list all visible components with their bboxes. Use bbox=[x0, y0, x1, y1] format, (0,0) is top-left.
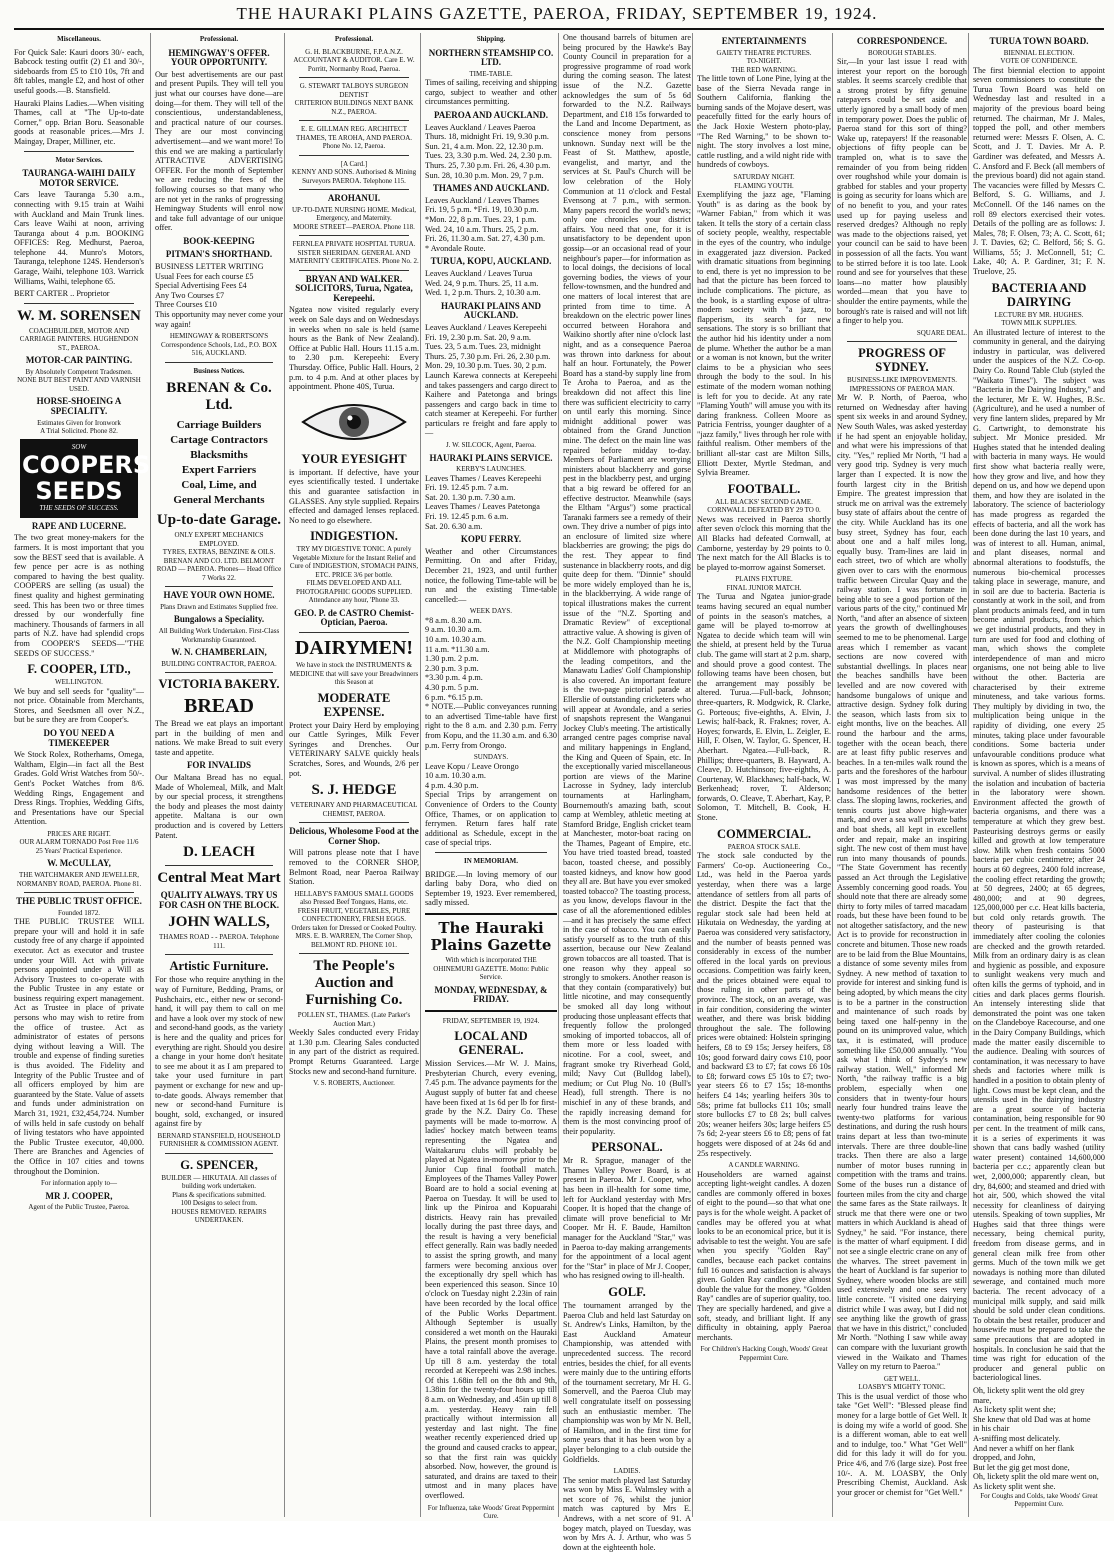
ad-text: COACHBUILDER, MOTOR AND CARRIAGE PAINTERS. HUGHENDON ST., PAEROA. bbox=[19, 326, 139, 352]
ad-text: Our best advertisements are our past and present Pupils. They will tell you just what our courses have done—are doing—for them. They will tell of the conscientious, understandableness, and practical nature of our courses. They are our most convincing advertisement—and we want more! To this end we are making a particularly ATTRACTIVE ADVERTISING OFFER. For the month of September we are reducing the fees of the following courses so that many who are not yet in the ranks of progressing Hemingway Students will enrol now and take full advantage of our unique offer. bbox=[155, 69, 283, 233]
ad-heading: D. LEACH bbox=[183, 844, 255, 861]
article-text: News was received in Paeroa shortly after seven o'clock this morning that the All Blacks had defeated Cornwall, at Camborne, yesterday by 29 points to 0. The next match for the All Blacks is to be played to-morrow against Somerset. bbox=[697, 514, 831, 572]
logo-text: SOW bbox=[71, 442, 87, 451]
ad-heading: THE PUBLIC TRUST OFFICE. bbox=[16, 896, 142, 907]
divider bbox=[165, 672, 273, 673]
ad-heading: MODERATE EXPENSE. bbox=[317, 690, 391, 719]
timetable: *8 a.m. 8.30 a.m. 9 a.m. 10.30 a.m. 10 a.m. 10.30 a.m. 11 a.m. *11.30 a.m. 1.30 p.m. 2 p.m. 2.30 p.m. 3 p.m. *3.30 p.m. 4 p.m. 4.30 p.m. 5 p.m. 6 p.m. *6.15 p.m. bbox=[425, 615, 490, 702]
article-subheading: BOROUGH STABLES. bbox=[868, 48, 936, 57]
timetable-heading: TURUA, KOPU, AUCKLAND. bbox=[430, 256, 552, 267]
article-text: One thousand barrels of bitumen are being procured by the Hawke's Bay County Council in preparation for a progressive programme of road work during the coming season. The latest issue of the N.Z. Gazette acknowledges the sum of 5s 6d forwarded to the N.Z. Railways Department, and £18 15s forwarded to the Land and Income Department, as conscience money from persons unknown. Sunday next will be the Feast of St. Matthew, apostle, evangelist, and martyr, and the services at St. Paul's Church will be low celebration of the Holy Communion at 11 o'clock and Festal Evensong at 7 p.m., with sermon. Many papers record the world's news; only one chronicles your district affairs. You need that one, for it is unsatisfactory to be dependent upon gossip—or an occasional read of your neighbour's paper—for information as to local doings, the decisions of local governing bodies, the views of your fellow-townsmen, and the hundred and one matters of local interest that are printed from time to time. A breakdown on the electric power lines occurred between Horahora and Waikino shortly after nine o'clock last night, and as a consequence Paeroa was thrown into darkness for about half an hour. Fortunately, the Power Board has a stand-by supply line from Te Aroha to Paeroa, and as the breakdown did not affect this line there was sufficient electricity to carry on until early this morning. Since midnight additional power was obtained from the Grand Junction mine. The defect on the main line was repaired before midday to-day. Members of Parliament are worrying ministers about blackberry and gorse pest in the blackberry pest, and urging that a big reward be offered for an effective destructor. Meanwhile (says the Eltham "Argus") some practical Taranaki farmers see a remedy of their own. They drive a number of pigs into an enclosure of limited size where blackberries are growing; the pigs do the rest. They appear to find sustenance in blackberry roots, and dig quite deep for them. "Dinnie" should be more widely employed than he is, in the blackberrying. A wide range of topical illustrations makes the current issue of the "N.Z. Sporting and Dramatic Review" of exceptional attractive value. A showing is given of the N.Z. Golf Championship meeting at Middlemore with photographs of the leading competitors, and the Manawatu Ladies' Golf Championship is also covered. An important feature is the two-page pictorial parade at Ellerslie of outstanding cricketers who will appear at Avondale, and a series of snapshots represent the Wanganui Jockey Club's meeting. The artistically arranged centre pages comprise naval and military happenings in England, the King and Queen of Spain, etc. In the exceptionally varied miscellaneous portion are views of the Marine Lacrosse in Sydney, lady interclub tournaments at Harlingham, Bournemouth's amazing bath, scout camp at Wembley, athletic meeting at Stamford Bridge, English cricket team at Manchester, motor-boat racing on the Thames, Pageant of Empire, etc. You have tried toasted bread, toasted bacon, toasted cheese, and possibly toasted kidneys, and know how good they all are. But have you ever smoked toasted tobacco? The toasting process, as you know, develops flavour in the case of all the aforementioned edibles—and it has precisely the same effect in the case of tobacco. You can easily satisfy yourself as to the truth of this assertion, because our New Zealand grown tobaccos are all toasted. That is one reason why they appeal so strongly to smokers. Another reason is that they contain (comparatively) but little nicotine, and may consequently be smoked all day long without producing those unpleasant effects that frequently follow the prolonged smoking of imported tobaccos, all of them more or less loaded with nicotine. For a cool, sweet, and fragrant smoke try Riverhead Gold, mild; Navy Cut (Bulldog label), medium; or Cut Plug No. 10 (Bull's Head), full strength. There is no mischief in any of these brands, and the rapidly increasing demand for them is the most convincing proof of their popularity. bbox=[563, 33, 692, 1136]
divider bbox=[24, 151, 134, 152]
article-subheading: TO-NIGHT. bbox=[746, 57, 782, 66]
ad-heading: W. N. CHAMBERLAIN, bbox=[171, 647, 267, 657]
article-heading: FOOTBALL. bbox=[727, 481, 801, 496]
ad-text: All Building Work Undertaken. First-Class Workmanship Guaranteed. bbox=[158, 627, 280, 644]
ad-text: BRENAN AND CO. LTD. BELMONT ROAD — PAEROA. Phones— Head Office 7 Works 22. bbox=[156, 556, 282, 582]
section-head: CORRESPONDENCE. bbox=[856, 36, 948, 46]
ad-heading: W. McCULLAY, bbox=[47, 858, 111, 869]
timetable: Leaves Auckland / Leaves Turua Wed. 24, 9 p.m. Thurs. 25, 11 a.m. Wed. 1, 2 p.m. Thurs. 2, 10.30 a.m. bbox=[425, 268, 541, 298]
divider bbox=[425, 1010, 557, 1012]
ad-text: HEMINGWAY & ROBERTSON'S Correspondence Schools, Ltd., P.O. BOX 516, AUCKLAND. bbox=[160, 332, 278, 358]
masthead: THE HAURAKI PLAINS GAZETTE, PAEROA, FRIDAY, SEPTEMBER 19, 1924. bbox=[236, 4, 878, 23]
article-subheading: THE RED WARNING. bbox=[731, 65, 797, 74]
ad-text: J. W. SILCOCK, Agent, Paeroa. bbox=[445, 441, 537, 450]
ad-text: WEEK DAYS. bbox=[469, 607, 513, 616]
ad-text: By Absolutely Competent Tradesmen. bbox=[25, 367, 133, 376]
ad-heading: GET WELL. bbox=[883, 1374, 921, 1383]
ad-heading: DO YOU NEED A TIMEKEEPER bbox=[43, 728, 115, 748]
divider bbox=[299, 270, 409, 271]
letter-signature: SQUARE DEAL. bbox=[916, 328, 967, 337]
divider bbox=[165, 1153, 273, 1154]
logo-text: COOPERS SEEDS bbox=[22, 451, 151, 506]
ad-heading: MR J. COOPER, bbox=[45, 1190, 113, 1201]
timetable: Leaves Thames / Leaves Kerepeehi Fri. 19. 12.45 p.m. 7 a.m. Sat. 20. 1.30 p.m. 7.30 a.m. Leaves Thames / Leaves Patetonga Fri. 19. 12.45 p.m. 6 a.m. Sat. 20. 6.30 a.m. bbox=[425, 473, 542, 531]
ad-text: THE WATCHMAKER AND JEWELLER, NORMANBY ROAD, PAEROA. Phone 81. bbox=[16, 871, 142, 888]
ad-text: G. H. BLACKBURNE, F.P.A.N.Z. ACCOUNTANT & AUDITOR. Care E. W. Porritt, Normanby Road, Paeroa. bbox=[293, 47, 415, 73]
article-text: Mission Services.—Mr W. J. Mains, Presbyterian Church, every evening, 7.45 p.m. The advance payments for the August supply of butter fat and cheese have been fixed at 1s 6d per lb for first-grade by the N.Z. Dairy Co. These payments will be made to-morrow. A ladies' hockey match between teams representing the Ngatea and Waitakaruru clubs will probably be played at Ngatea in-morrow prior to the Junior Cup final football match. Employees of the Thames Valley Power Board are to hold a social evening at Paeroa on Tuesday. It will be used to link up the Piniroa and Kopuarahi districts. Heavy rain has prevailed locally during the past three days, and the result is having a very beneficial effect generally. Rain was badly needed to assist the spring growth, and many farmers were becoming anxious over the exceptionally dry spell which has been experienced this season. Since 10 o'clock on Tuesday night 2.23in of rain have been recorded by the local office of the Public Works Department. Although September is usually considered a wet month on the Hauraki Plains, the present month promises to have a total rainfall above the average. Up till 8 a.m. yesterday the total recorded at Kerepeehi was 2.98 inches. Of this 1.68in fell on the 8th and 9th, 1.38in for the twenty-four hours up till 8 a.m. on Wednesday, and .45in up till 8 a.m. yesterday. Heavy rain fell practically without intermission all yesterday and last night. The fine weather recently experienced dried up the ground and caused cracks to appear, so that the first rain was quickly absorbed. Now, however, the ground is saturated, and drains are taxed to their utmost and in many places have overflowed. bbox=[425, 1059, 557, 1500]
ad-text: 100 Designs to select from. bbox=[180, 1199, 258, 1208]
ad-heading: F. COOPER, LTD., bbox=[27, 662, 131, 677]
section-head: IN MEMORIAM. bbox=[463, 857, 519, 866]
section-head: Shipping. bbox=[476, 35, 506, 43]
ad-heading: BRENAN & Co. Ltd. bbox=[166, 380, 272, 414]
article-subheading: LECTURE BY MR. HUGHES. bbox=[994, 310, 1084, 319]
article-text: The senior match played last Saturday was won by Miss E. Walmsley with a net score of 76, whilst the junior match was captured by Mrs E. Andrews, with a net score of 91. A bogey match, played on Tuesday, was won by Mrs A. J. Arthur, who was 5 down at the eighteenth hole. bbox=[563, 1475, 691, 1552]
ad-heading: RAPE AND LUCERNE. bbox=[31, 520, 127, 531]
ad-text: BERNARD STANSFIELD, HOUSEHOLD FURNISHER & COMMISSION AGENT. bbox=[157, 1131, 281, 1149]
ad-text: HELLABY'S FAMOUS SMALL GOODS also Pressed Beef Tongues, Hams, etc. bbox=[294, 889, 414, 907]
article-text: Householders are warned against accepting light-weight candles. A dozen candles are commonly offered in boxes of eight to the pound—so that what one pays is for the whole weight. A packet of candles may be offered you at what looks to be an economical price, but it is advisable to test the weight. You are safe when you specify "Golden Ray" candles, because each packet contains full 16 ounces and satisfaction is always given. Golden Ray candles give almost double the value for the money. "Golden Ray" candles are of superior quality, too. They are specially hardened, and give a soft, steady, and brilliant light. If any difficulty in obtaining, apply Paeroa merchants. bbox=[697, 1169, 831, 1342]
ad-heading: S. J. HEDGE bbox=[311, 782, 397, 799]
ad-text: Estimates Given for Ironwork bbox=[37, 418, 121, 427]
divider bbox=[165, 865, 273, 866]
ad-text: BUSINESS LETTER WRITING Usual Fees for each course £5 Special Advertising Fees £4 Any Two Courses £7 Three Courses £10 bbox=[155, 262, 264, 310]
article-text: The first biennial election to appoint seven commissioners to constitute the Turua Town Board was held on Wednesday last and resulted in a majority of the previous board being returned. The chairman, Mr J. Males, topped the poll, and other members returned were: Messrs F. Olsen, A. C. Scott, and J. T. Davies. Mr A. P. Gardiner was defeated, and Messrs A. C. Ansford and F. Beck (all members of the previous board) did not again stand. The vacancies were filled by Messrs C. Belford, S. G. Williams, and J. McConnell. Of the 146 names on the roll 89 electors exercised their votes. Details of the polling are as follows: J. Males, 78; F. Olsen, 73; A. C. Scott, 61; J. T. Davies, 62; C. Belford, 56; S. G. Williams, 55; J. McConnell, 51; C. Lake, 40; A. P. Gardiner, 31; F. N. Truelove, 25. bbox=[973, 65, 1105, 277]
ad-heading: NORTHERN STEAMSHIP CO. LTD. bbox=[428, 47, 554, 68]
ad-text: WELLINGTON. bbox=[55, 678, 103, 687]
timetable: Leaves Auckland / Leaves Kerepeehi Fri. 19, 2.30 p.m. Sat. 20, 9 a.m. Tues. 23, 5 a.m. Tues. 23, midnight Thurs. 25, 7.30 p.m. Fri. 26, 2.30 p.m. Mon. 29, 10.30 p.m. Tues. 30, 2 p.m. bbox=[425, 322, 551, 371]
timetable-heading: THAMES AND AUCKLAND. bbox=[432, 183, 550, 194]
ad-heading: BREAD bbox=[183, 695, 254, 718]
section-head: Miscellaneous. bbox=[57, 35, 101, 43]
ad-heading: LOASBY'S MIGHTY TONIC. bbox=[858, 1383, 946, 1392]
ad-text: For Influenza, take Woods' Great Peppermint Cure. bbox=[427, 1503, 555, 1520]
eye-icon bbox=[299, 396, 409, 448]
divider bbox=[299, 953, 409, 954]
ad-text: For those who require anything in the way of Furniture, Bedding, Prams, or Pushchairs, etc., either new or second-hand, it will pay them to call on me and have a look over my stock of new and second-hand goods, as the variety is here and the quality and prices for everything are right. Should you desire a change in your home don't hesitate to see me about it as I am prepared to take your used furniture in part payment or exchange for new and up-to-date goods. Always remember that new or second-hand Furniture is bought, sold, exchanged, or insured against fire by bbox=[155, 975, 283, 1129]
ad-text: Orders taken for Dressed or Cooked Poultry. bbox=[291, 923, 417, 932]
issue-date: FRIDAY, SEPTEMBER 19, 1924. bbox=[442, 1016, 540, 1025]
article-subheading: PLAINS FIXTURE. bbox=[735, 575, 793, 584]
ad-text: For Coughs and Colds, take Woods' Great Peppermint Cure. bbox=[980, 1491, 1098, 1508]
ad-text: We have in stock the INSTRUMENTS & MEDICINE that will save your Breadwinners this Season at bbox=[289, 661, 419, 687]
gazette-title: The Hauraki Plains Gazette bbox=[430, 919, 552, 954]
ad-text: POLLEN ST., THAMES. (Late Parker's Auction Mart.) bbox=[297, 1011, 411, 1028]
timetable: Leaves Auckland / Leaves Paeroa Thurs. 18, midnight Fri. 19, 9.30 p.m. Sun. 21, 4 a.m. Mon. 22, 12.30 p.m. Tues. 23, 3.30 p.m. Wed. 24, 2.30 p.m. Thurs. 25, 7.30 p.m. Fri. 26, 4.30 p.m. Sun. 28, 10.30 p.m. Mon. 29, 7 p.m. bbox=[425, 122, 552, 180]
ad-text: MOORE STREET—PAEROA. Phone 118. bbox=[293, 222, 415, 231]
article-subheading: IMPRESSIONS OF PAEROA MAN. bbox=[849, 384, 955, 393]
section-head: Business Notices. bbox=[193, 366, 245, 375]
article-subheading: PAEROA STOCK SALE. bbox=[727, 842, 801, 851]
ad-heading: AROHANUI. bbox=[327, 193, 381, 204]
divider bbox=[847, 341, 957, 342]
ad-text: For Children's Hacking Cough, Woods' Great Peppermint Cure. bbox=[700, 1345, 828, 1362]
ad-text: FILMS DEVELOPED AND ALL PHOTOGRAPHIC GOODS SUPPLIED. Attendance any hour, 'Phone 33. bbox=[296, 579, 412, 605]
ad-text: BERT CARTER .. Proprietor bbox=[14, 289, 110, 299]
ad-text: THE PUBLIC TRUSTEE WILL prepare your will and hold it in safe custody free of any charge if appointed executor. Act as executor and trustee under your Will. Act with private persons appointed under a Will as Advisory Trustees to co-operate with the Public Trustee in any estate or business requiring expert management. Act as Trustee in place of private persons who may wish to retire from the office of trustee. Act as administrator of estates of persons dying without leaving a Will. The trouble and expense of finding sureties is thus avoided. The Fidelity and Integrity of the Public Trustee and of all officers employed by him are guaranteed by the State. Value of assets and funds under administration on March 31, 1921, £32,454,724. Number of wills held in safe custody on behalf of living testators who have appointed the Public Trustee executor, 40,000. There are Branches and Agencies of the Office in 107 cities and towns throughout the Dominion. bbox=[14, 917, 144, 1176]
ad-text: A Trial Solicited. Phone 82. bbox=[40, 427, 118, 436]
ad-text: Launch Karewa connects at Kerepeehi and takes passengers and cargo direct to Kaihere and Patetonga and brings passengers and cargo back in time to catch steamer at Kerepeehi. For further particulars re freight and fare apply to— bbox=[425, 370, 557, 438]
ad-text: 25 Years' Practical Experience. bbox=[35, 846, 123, 855]
ad-heading: G. SPENCER, bbox=[180, 1157, 258, 1172]
ad-text: PRICES ARE RIGHT. bbox=[47, 829, 111, 838]
ad-heading: QUALITY ALWAYS. TRY US FOR CASH ON THE BLOCK. bbox=[158, 890, 280, 910]
article-heading: COMMERCIAL. bbox=[716, 826, 812, 841]
article-subheading: BIENNIAL ELECTION. bbox=[1003, 48, 1075, 57]
ad-heading: The People's Auction and Furnishing Co. bbox=[305, 958, 403, 1009]
ad-text: Plans & specifications submitted. bbox=[172, 1190, 266, 1199]
ad-text: VETERINARY AND PHARMACEUTICAL CHEMIST, PAEROA. bbox=[290, 801, 418, 818]
ad-text: Plans Drawn and Estimates Supplied free. bbox=[160, 602, 278, 611]
divider bbox=[165, 954, 273, 955]
ad-text: HOUSES REMOVED. REPAIRS UNDERTAKEN. bbox=[171, 1207, 267, 1225]
column-8 bbox=[968, 33, 1105, 1517]
ad-heading: PITMAN'S SHORTHAND. bbox=[165, 249, 273, 260]
ad-heading: VICTORIA BAKERY. bbox=[158, 677, 280, 692]
timetable-heading: PAEROA AND AUCKLAND. bbox=[433, 110, 549, 121]
ad-text: CRITERION BUILDINGS NEXT BANK N.Z., PAEROA. bbox=[294, 99, 414, 116]
ad-text: Weekly Sales conducted every Friday at 1.30 p.m. Clearing Sales conducted in any part of the district as required. Prompt Returns Guaranteed. Large Stocks new and second-hand furniture. bbox=[289, 1028, 419, 1076]
column-4 bbox=[420, 33, 561, 1520]
article-subheading: FLAMING YOUTH. bbox=[734, 181, 794, 190]
ad-text: The two great money-makers for the farmers. It is most important that you sow the BEST seed that is available. A few pence per acre is as nothing compared to having the best quality. COOPERS are selling (as usual) the finest quality and highest germinating seed. This has been two or three times dressed by our wonderfully fine machinery. Thousands of farmers in all parts of N.Z. have had splendid crops from COOPER'S SEEDS—"THE SEEDS OF SUCCESS." bbox=[14, 533, 144, 658]
section-head: Professional. bbox=[199, 35, 239, 43]
ad-text: For information apply to— bbox=[40, 1179, 118, 1188]
article-subheading: ALL BLACKS' SECOND GAME. bbox=[715, 497, 813, 506]
ad-list: Carriage Builders Cartage Contractors Blacksmiths Expert Farriers Coal, Lime, and General Merchants bbox=[170, 419, 268, 507]
divider bbox=[299, 235, 409, 236]
article-heading: BACTERIA AND DAIRYING bbox=[991, 280, 1087, 309]
article-text: Mr R. Sprague, manager of the Thames Valley Power Board, is at present in Paeroa. Mr J. Cooper, who has been in ill-health for some time, left for Auckland yesterday with Mrs Cooper. It is hoped that the change of climate will prove beneficial to Mr Cooper. Mr H. F. Baude, Hamilton manager for the Auckland "Star," was in Paeroa to-day making arrangements for the appointment of a local agent for the "Star" in place of Mr J. Cooper, who has resigned owing to ill-health. bbox=[563, 1156, 691, 1281]
poem-text: Oh, lickety split went the old grey mare, As lickety split went she; She knew that old Dad was at home in his chair A-sniffing most delicately. And never a whiff on her flank dropped, and John, But let the gig get most done, Oh, lickety split the old mare went on, As lickety split went she. bbox=[973, 1385, 1099, 1491]
column-1 bbox=[14, 33, 151, 1517]
ad-text: V. S. ROBERTS, Auctioneer. bbox=[313, 1079, 395, 1088]
ad-heading: HAVE YOUR OWN HOME. bbox=[163, 590, 275, 601]
divider bbox=[299, 632, 409, 633]
ad-text: MRS. E. B. WARREN, The Corner Shop, BELMONT RD. PHONE 101. bbox=[295, 932, 413, 949]
ad-heading: HEMINGWAY'S OFFER. YOUR OPPORTUNITY. bbox=[168, 47, 270, 68]
ad-text: TYRES, EXTRAS, BENZINE & OILS. bbox=[162, 548, 276, 557]
timetable: Leaves Auckland / Leaves Thames Fri. 19, 5 p.m. *Fri. 19, 10.30 p.m. *Mon. 22, 8 p.m. Tues. 23, 1 p.m. Wed. 24, 10 a.m. Thurs. 25, 2 p.m. Fri. 26, 11.30 a.m. Sat. 27, 4.30 p.m. * Avondale Route. bbox=[425, 195, 546, 253]
ad-text: TIME-TABLE. bbox=[469, 69, 513, 78]
ad-text: Agent of the Public Trustee, Paeroa. bbox=[28, 1203, 130, 1212]
ad-text: Founded 1872. bbox=[58, 908, 100, 917]
ad-text: This is the usual verdict of those who take "Get Well": "Blessed please find money for a large bottle of Get Well. It is doing my wife a world of good. She is a different woman, able to eat well and to indulge, too." What "Get Well" did for this lady it will do for you. Price 4/6, and 7/6 (large size). Post free 10/-. A. M. LOASBY, the Only Prescribing Chemist, Auckland. Ask your grocer or chemist for "Get Well." bbox=[837, 1391, 967, 1497]
ad-text: OUR ALARM TORNADO Post Free 11/6 bbox=[19, 838, 139, 847]
ad-text: For Quick Sale: Kauri doors 30/- each, Babcock testing outfit (2) £1 and 30/-, sideboards from £5 to £10 10s, 7ft and 8ft tables, mangle £2, and host of other useful goods.—B. Stansfield. bbox=[14, 47, 144, 95]
letter-text: Sir,—In your last issue I read with interest your report on the borough stables. It seems scarcely credible that a strong protest by fifty genuine ratepayers could be set aside and utterly ignored by a small body of men in temporary power. Does the public of Paeroa stand for this sort of thing? Wake up, ratepayers! If the reasonable objections of fifty people can be trampled on, what is to save the remainder of you from being ridden over roughshod while your domain is grabbed for stables and your property is going as security for loans which are of no benefit to you, and your rates used up for paying useless and reserved dredges? Although no reply was made to the objections raised, yet your council can be said to have been in possession of all the facts. You want to be stirred before it is too late. Look round and see for yourselves that these loans—no matter how plausibly worded—mean that you have to shoulder the entire payments, while the borough's rate is raised and will not lift a finger to help you. bbox=[837, 57, 967, 326]
article-text: The Turua and Ngatea junior-grade teams having secured an equal number of points in the season's matches, a game will be played to-morrow at Ngatea to decide which team will win the shield, at present held by the Turua club. The game will start at 2 p.m. sharp, and should prove a good contest. The following teams have been chosen, but the arrangement may possibly be altered. Turua.—Full-back, Johnson; three-quarters, R. Modgwick, R. Clarke, G. Porteous; five-eighths, A. Elvin, J. Lewis; half-back, R. Fraknes; rover, A. Hoyes; forwards, E. Elvin, L. Zeigler, E. Hill, F. Olsen, W. Taylor, G. Spencer, H. Aberhart. Ngatea.—Full-back, R. Phillips; three-quarters, B. Hayward, A. Cleave, D. Hutchinson; five-eighths, A. Courtenay, W. Blackhaws; half-back, W. Berkenhead; rover, T. Alderson; forwards, O. Cleave, T. Aberhart, Kay, P. Solomon, T. Mitchell, B. Cook, H. Stone. bbox=[697, 592, 832, 823]
logo-text: THE SEEDS OF SUCCESS. bbox=[39, 504, 119, 513]
ad-text: THAMES ROAD - - PAEROA. Telephone 111. bbox=[158, 933, 280, 950]
column-6 bbox=[692, 33, 835, 1517]
ad-heading: TAURANGA-WAIHI DAILY MOTOR SERVICE. bbox=[22, 168, 136, 188]
ad-heading: Bungalows a Speciality. bbox=[173, 614, 265, 625]
timetable-heading: KOPU FERRY. bbox=[460, 534, 522, 545]
ad-text: Ngatea now visited regularly every week on Sale days and on Wednesdays in weeks when no sale is held (same hours as the Bank of New Zealand). Office at Public Hall. Hours 11.15 a.m. to 2.30 p.m. Kerepeehi: Every Thursday. Office, Public Hall. Hours, 2 p.m. to 4 p.m. And at other places by appointment. Phone 40S, Turua. bbox=[289, 305, 419, 392]
masthead-rule bbox=[14, 28, 1104, 30]
section-head: Motor Services. bbox=[55, 155, 103, 164]
ad-text: Weather and other Circumstances Permitting. On and after Friday, December 21, 1923, and until further notice, the following Time-table will be run and the existing Time-table cancelled:— bbox=[425, 546, 557, 604]
timetable-heading: HAURAKI PLAINS SERVICE. bbox=[429, 452, 553, 463]
ad-text: E. E. GILLMAN REG. ARCHITECT THAMES, TE AROHA, AND PAEROA. Phone No. 12, Paeroa. bbox=[295, 125, 413, 151]
divider bbox=[299, 77, 409, 78]
gazette-subtitle: With which is incorporated THE OHINEMURI GAZETTE. Motto: Public Service. bbox=[433, 956, 549, 981]
ad-heading: GEO. P. de CASTRO Chemist-Optician, Paeroa. bbox=[294, 607, 414, 628]
article-heading: LOCAL AND GENERAL. bbox=[454, 1029, 528, 1058]
ad-heading: W. M. SORENSEN bbox=[17, 307, 141, 324]
ad-text: FERNLEA PRIVATE HOSPITAL TURUA. SISTER SHERIDAN. GENERAL AND MATERNITY CERTIFICATES. Phone No. 2. bbox=[289, 240, 419, 266]
ad-text: Our Maltana Bread has no equal. Made of Wholemeal, Milk, and Malt by our special process, it strengthens the body and pleases the most dainty appetite. Maltana is our own production and is covered by Letters Patent. bbox=[155, 773, 283, 840]
ad-heading: JOHN WALLS, bbox=[168, 914, 270, 931]
divider bbox=[299, 189, 409, 190]
ad-text: BUILDING CONTRACTOR, PAEROA. bbox=[161, 659, 277, 668]
ad-text: SUNDAYS. bbox=[473, 753, 509, 762]
article-text: An illustrated lecture of interest to the community in general, and the dairying industry in particular, was delivered under the auspices of the N.Z. Co-op. Dairy Co. Round Table Club (styled the "Waikato Times"). The subject was "Bacteria in the Dairying Industry," and the lecturer, Mr E. W. Hughes, B.Sc. (Agriculture), and he used a number of very fine lantern slides, prepared by Mr G. Cartwright, to demonstrate his subject. Mr Monice presided. Mr Hughes stated that he intended dealing with bacteria in many ways. He would first show what bacteria really were, how they grow and live, and how they depend on us, and how we depend upon them, and how they are isolated in the laboratory. The science of bacteriology has made progress as regarded the effects of bacteria, and all the work has been done during the last 10 years, and was of interest to all. Human, animal, and plant diseases, normal and abnormal alterations to foodstuffs, the numerous bio-chemical processes taking place in sewerage, manure, and in soil are due to bacteria. Bacteria is constantly at work in the soil, and from plant products animals feed, and in turn become animal products, from which we get industrial products, and they in turn are used for food and clothing of man, which shows the complete interdependence of man and micro organisms, one not being able to live without the other. Bacteria are characterised by their extreme minuteness, and take various forms. They multiply by dividing in two, the multiplication being unique in the rapidity of dividing, one every 25 minutes, taking place under favourable conditions. Some bacteria under unfavourable conditions produce what is known as spores, which is a means of survival. A number of slides illustrating the isolation and incubation of bacteria in the laboratory were shown. Environment affected the growth of bacteria organisms, and there was a temperature at which they grew best. Pasteurising destroys germs or easily killed and growth at low temperature slow. Milk when fresh contains 5000 bacteria per cubic centimetre; after 24 hours at 60 degrees, 2400 fold increase, the cooling effect retarding the growth; at 50 degrees, 2400; at 65 degrees, 480,000; and at 90 degrees, 125,000,000 per c.c. Heat kills bacteria, but cold only retards growth. The theory of pasteurising is that immediately after cooling the colonies are checked and the growth retarded. Milk from an ordinary dairy is as clean and hygienic as possible, and exposure to sunlight weakens very much and often kills the germs of typhoid, and in cities and dark places germs flourish. An intensely interesting slide that demonstrated the point was one taken on the Clandeboye Racecourse, and one in the Dairy Company Buildings, which made the matter easily discernible to the audience. Dealing with sources of contamination, it was necessary to have sheds and factories where milk is handled in a position to obtain plenty of light. Cows must be kept clean, and the utensils used in the dairying industry are a great source of bacteria contamination, being responsible for 90 per cent. In the treatment of milk cans, it is a series of experiments it was shown that cans badly washed (utility water present) contained 14,600,000 bacteria per c.c.; apparently clean but wet, 2,000,000; apparently clean, but dry, 84,600; and steamed and dried with hot air, 500, which showed the vital necessity for cleanliness of dairying utensils. Speaking of town supplies, Mr Hughes said that three things were necessary, being chemical purity, freedom from disease germs, and in general clean milk free from other germs. Much of the town milk we get nowadays is nothing more than diluted sewerage, and contained much more bacteria. The recent advocacy of a municipal milk supply, and said milk should be sold under clean conditions. To obtain the best retailer, producer and housewife must be prepared to take the same precautions that are adopted in hospitals. In conclusion he said that the time was right for education of the producer and general public on bacteriological lines. bbox=[973, 327, 1105, 1383]
ad-text: NONE BUT BEST PAINT AND VARNISH USED. bbox=[17, 376, 141, 393]
article-subheading: TOWN MILK SUPPLIES. bbox=[1001, 319, 1077, 328]
ad-heading: INDIGESTION. bbox=[310, 529, 398, 544]
section-head: Professional. bbox=[334, 35, 374, 43]
column-2 bbox=[150, 33, 287, 1517]
divider bbox=[299, 120, 409, 121]
article-subheading: LADIES. bbox=[613, 1467, 641, 1476]
ad-text: Will patrons please note that I have removed to the CORNER SHOP, Belmont Road, near Paeroa Railway Station. bbox=[289, 848, 419, 887]
ad-text: KENNY AND SONS. Authorised & Mining Surveyors PAEROA. Telephone 115. bbox=[291, 168, 417, 185]
article-text: Mr W. P. North, of Paeroa, who returned on Wednesday after having spent six weeks in and around Sydney, New South Wales, was asked yesterday if he had spent an enjoyable holiday, and what were his impressions of that city. "Yes," replied Mr North, "I had a very good trip. Sydney is very much larger than I expected. It is now the fourth largest city in the British Empire. The greatest impression that struck me on arrival was the extremely busy state of affairs about the centre of the city. While Auckland has its one busy street, Sydney has four, each about one and a half miles long, equally busy. Tram-lines are laid in each street, two of which are wholly given over to cars with the enormous traffic between Circular Quay and the railway station. I was fortunate in being able to see a good portion of the various parts of the city," continued Mr North, "and after an absence of sixteen years the growth of dwellinghouses seemed to me to be phenomenal. Large areas which I remember as vacant sections are now covered with substantial dwellings. In places near the beaches sandhills have been levelled and are now covered with handsome bungalows of unique and attractive design. Sydney folk during the season, which lasts from six to eight months, live on the beaches. All round the harbour and the arms, together with the ocean beach, there are at least fifty public reserves and beaches. In a ten-miles walk round the parts and the foreshores of the harbour I was most impressed by the many handsome residences of the better class. The sloping lawns, rockeries, and tennis courts just above high-water mark, and over a sea wall private baths and boat sheds, all kept in excellent order and repair, make an inspiring sight. The new cost of them must have run into many thousands of pounds. "The State Government has recently passed an Act through the Legislative Assembly concerning good roads. You should note that there are already some thirty to forty miles of tarred macadam roads, but these have been found to be not altogether satisfactory, and the new Act is to provide for reconstruction in concrete and bitumen. Those new roads are to be laid from the Blue Mountains, a distance of some seventy miles from Sydney. A new method of taxation to provide for interest and sinking fund is being adopted, by which means the city is to be a partner in the construction and maintenance of such roads by being taxed one half-penny in the pound on its unimproved value, which tax, it is estimated, will produce something like £50,000 annually. "You ask what I think of Sydney's new railway station. Well," informed Mr North, "the railway traffic is a big problem, especially when one considers that in twenty-four hours nearly four hundred trains leave the twenty-two platforms for various destinations, and during the rush hours trains depart at less than two-minute intervals. There are three double-line tracks. Then there are also a large number of motor buses running in competition with the trams and trains. Some of the buses run a distance of fourteen miles from the city and charge the same fares as the State railways. It struck me that there were one or two matters in which Auckland is ahead of Sydney," he said. "For instance, there is the matter of wharf equipment. I did not see a single electric crane on any of the wharves. The street pavement in the heart of Auckland is far superior to Sydney, where wooden blocks are still used extensively and one sees very little concrete. "I visited one dairying district while I was away, but I did not see anything like the growth of grass that we have in this district," concluded Mr North. "Nothing I saw while away can compare with the luxuriant growth viewed in the Waikato and Thames Valley on my return to Paeroa." bbox=[837, 393, 967, 1372]
ad-text: This opportunity may never come your way again! bbox=[155, 310, 284, 329]
article-text: The little town of Lone Pine, lying at the base of the Sierra Nevada range in Southern California, flanking the burning sands of the Mojave desert, was peacefully fitted for the early hours of the Jack Hoxie Western photo-play, "The Red Warning," to be shown to-night. The story involves a lost mine, cattle rustling, and a wild night ride with hundreds of cowboys. bbox=[697, 74, 831, 170]
ad-text: Protect your Dairy Herd by employing our Cattle Syringes, Milk Fever Syringes and Drenches. Our VETERINARY SALVE quickly heals Scratches, Sores, and Wounds, 2/6 per pot. bbox=[289, 720, 419, 778]
article-text: The tournament arranged by the Paeroa Club and held last Saturday on St. Andrew's Links, Hamilton, by the East Auckland Amateur Championship, was attended with unprecedented success. The record entries, besides the chief, for all events were mainly due to the untiring efforts of the tournament secretary, Mr H. G. Somervell, and the Paeroa Club may well congratulate itself on possessing such an enthusiastic member. The championship was won by Mr N. Bell, of Hamilton, and in the first time for some years that it has been won by a player belonging to a club outside the Goldfields. bbox=[563, 1301, 691, 1464]
ad-text: We buy and sell seeds for "quality"—not price. Obtainable from Merchants, Stores, and Seedsmen all over N.Z., but be sure they are from Cooper's. bbox=[14, 686, 144, 725]
ad-text: KERBY'S LAUNCHES. bbox=[456, 465, 526, 474]
ad-heading: Artistic Furniture. bbox=[169, 959, 269, 974]
ad-heading: BOOK-KEEPING bbox=[183, 235, 255, 246]
ad-text: BUILDER — HIKUTAIA. All classes of building work undertaken. bbox=[161, 1173, 277, 1191]
article-heading: PERSONAL. bbox=[591, 1140, 663, 1155]
article-text: Exemplifying the jazz age, "Flaming Youth" is as daring as the book by "Warner Fabian," from which it was taken. It tells the story of a certain class of society people, wealthy, respectable in the eyes of the country, who indulge in exaggerated jazz diversion. Packed with dramatic situations from beginning to end, there is yet no impression to be had that the picture has been forced to include complications. The picture, as the book, is a startling expose of ultra-modern society with "a jazz, to flapperism, its search for new sensations. The story is so brilliant that the author hid his identity under a nom de plume. Whether the author be a man or a woman is not known, but the writer claims to be a physician who sees through the body to the soul. In his estimate of the modern woman nothing is left for you to decide. At any rate "Flaming Youth" will amuse you with its daring frankness. Colleen Moore as Patricia Fentriss, younger daughter of a "jazz family," lives through her role with faithful realism. Other members of the brilliant all-star cast are Milton Sills, Elliott Dexter, Myrtle Stedman, and Sylvia Breamer. bbox=[697, 190, 831, 478]
divider bbox=[299, 155, 409, 156]
article-heading: PROGRESS OF SYDNEY. bbox=[858, 346, 946, 375]
article-subheading: BUSINESS-LIKE IMPROVEMENTS. bbox=[846, 376, 958, 385]
section-head: ENTERTAINMENTS bbox=[721, 36, 807, 46]
divider bbox=[435, 852, 547, 853]
divider bbox=[425, 913, 557, 915]
ad-heading: Central Meat Mart bbox=[157, 870, 281, 887]
ad-heading: YOUR EYESIGHT bbox=[301, 451, 407, 466]
ad-text: G. STEWART TALBOYS SURGEON DENTIST bbox=[299, 82, 409, 99]
article-subheading: FINAL JUNIOR MATCH. bbox=[726, 583, 802, 592]
column-3 bbox=[284, 33, 423, 1517]
article-subheading: A CANDLE WARNING. bbox=[728, 1161, 800, 1170]
ad-heading: MOTOR-CAR PAINTING. bbox=[25, 355, 133, 366]
notice-text: BRIDGE.—In loving memory of our darling baby Dora, who died on September 19, 1923. Ever remembered, sadly missed. bbox=[425, 869, 557, 908]
ad-heading: BRYAN AND WALKER. SOLICITORS, Turua, Ngatea, Kerepeehi. bbox=[295, 273, 413, 303]
article-heading: GOLF. bbox=[608, 1285, 646, 1299]
ad-text: ONLY EXPERT MECHANICS EMPLOYED. bbox=[174, 531, 264, 548]
ad-heading: HORSE-SHOEING A SPECIALITY. bbox=[36, 396, 122, 417]
gazette-days: MONDAY, WEDNESDAY, & FRIDAY. bbox=[434, 984, 548, 1005]
article-subheading: VOTE OF CONFIDENCE. bbox=[1000, 57, 1078, 66]
divider bbox=[24, 303, 134, 304]
column-7 bbox=[832, 33, 971, 1517]
column-5 bbox=[558, 33, 695, 1552]
timetable: Leave Kopu / Leave Orongo 10 a.m. 10.30 a.m. 4 p.m. 4.30 p.m. bbox=[425, 761, 519, 790]
ad-heading: Delicious, Wholesome Food at the Corner Shop. bbox=[289, 826, 419, 846]
article-subheading: CORNWALL DEFEATED BY 29 TO 0. bbox=[707, 506, 821, 515]
article-text: The stock sale conducted by the Farmers' Co-op. Auctioneering Co., Ltd., was held in the Paeroa yards yesterday, when there was a large attendance of settlers from all parts of the district. Despite the fact that the regular stock sale had been held at Hikutaia on Wednesday, the yarding at Paeroa was considered very satisfactory, and the number of beasts penned was considerably in excess of the number offered in the local yards on previous occasions. Competition was fairly keen, and the prices obtained were equal to those ruling in other parts of the province. The stock, on an average, was in fair condition, considering the winter weather, and there was brisk bidding throughout the sale. The following prices were obtained: Holstein springing heifers, £8 to £9 15s; Jersey heifers, £8 10s; good forward dairy cows £10, poor and backward £3 to £7; fat cows £6 10s to £8; forward cows £5 10s to £7; two-year steers £6 to £7 15s; 18-months heifers £4 14s; yearling heifers 30s to 58s; prime fat bullocks £11 10s; small store bullocks £7 to £8 2s; bull calves 20s; weaner heifers 30s; large heifers £5 7s 6d; 2-year steers £6 to £8; pens of fat hoggets were disposed of at 24s 6d and 25s respectively. bbox=[697, 851, 831, 1158]
ad-text: Special Trips by arrangement on Convenience of Orders to the County Office, Thames, or on application to ferrymen. Return fares half rate additional as Schedule, except in the case of special trips. bbox=[425, 790, 557, 848]
divider bbox=[299, 822, 409, 823]
ad-text: The Bread we eat plays an important part in the building of men and nations. We make Bread to suit every taste and appetite. bbox=[155, 719, 283, 757]
ad-text: Hauraki Plains Ladies.—When visiting Thames, call at "The Up-to-date Corner," opp. Brian Boru. Seasonable goods at reasonable prices.—Mrs J. Maingay, Draper, Milliner, etc. bbox=[14, 98, 144, 146]
ad-text: * NOTE.—Public conveyances running to an advertised Time-table have first right to the 8 a.m. and 2.30 p.m. Ferry from Kopu, and the 11.30 a.m. and 6.30 p.m. Ferry from Orongo. bbox=[425, 702, 557, 750]
ad-text: Times of sailing, receiving and shipping cargo, subject to weather and other circumstances permitting. bbox=[425, 78, 557, 107]
ad-text: Cars leave Tauranga 5.30 a.m., connecting with 9.15 train at Waihi with Auckland and Main Trunk lines. Cars leave Waihi at noon, arriving Tauranga about 4 p.m. BOOKING OFFICES: Reg. Medhurst, Paeroa, telephone 44. Munro's Motors, Tauranga, telephone 124S. Henderson's Garage, Waihi, telephone 103. Warrick Williams, Waihi, telephone 65. bbox=[14, 190, 144, 286]
article-subheading: GAIETY THEATRE PICTURES. bbox=[716, 48, 812, 57]
ad-text: UP-TO-DATE NURSING HOME. Medical, Emergency, and Maternity. bbox=[291, 205, 417, 223]
article-heading: TURUA TOWN BOARD. bbox=[989, 36, 1089, 46]
divider bbox=[165, 362, 273, 363]
ad-text: [A Card.] bbox=[340, 159, 368, 168]
coopers-seeds-logo bbox=[20, 439, 151, 518]
ad-heading: FOR INVALIDS bbox=[186, 760, 252, 771]
divider bbox=[165, 586, 273, 587]
ad-text: FRESH FRUIT, VEGETABLES, PURE CONFECTIONERY, FRESH EGGS. bbox=[297, 906, 411, 924]
timetable-heading: HAURAKI PLAINS AND AUCKLAND. bbox=[440, 300, 541, 321]
ad-text: We Stock Rolex, Rotherhams, Omega, Waltham, Elgin—in fact all the Best Grades. Gold Wrist Watches from 50/-. Gent's Pocket Watches from 8/6. Wedding Rings, Engagement and Dress Rings. Trophies, Wedding Gifts, and Presentations have our Special Attention. bbox=[14, 750, 144, 827]
article-subheading: SATURDAY NIGHT. bbox=[733, 173, 795, 182]
ad-text: TRY MY DIGESTIVE TONIC. A purely Vegetable Mixture for the Instant Relief and Cure of INDIGESTION, STOMACH PAINS, ETC. PRICE 3/6 per bottle. bbox=[289, 545, 419, 579]
ad-text: is important. If defective, have your eyes scientifically tested. I undertake this and guarantee satisfaction in GLASSES. Any style supplied. Repairs effected and damaged lenses replaced. No need to go elsewhere. bbox=[289, 467, 419, 525]
divider bbox=[24, 892, 134, 893]
ad-heading: DAIRYMEN! bbox=[294, 637, 414, 660]
ad-heading: Up-to-date Garage. bbox=[156, 512, 282, 529]
